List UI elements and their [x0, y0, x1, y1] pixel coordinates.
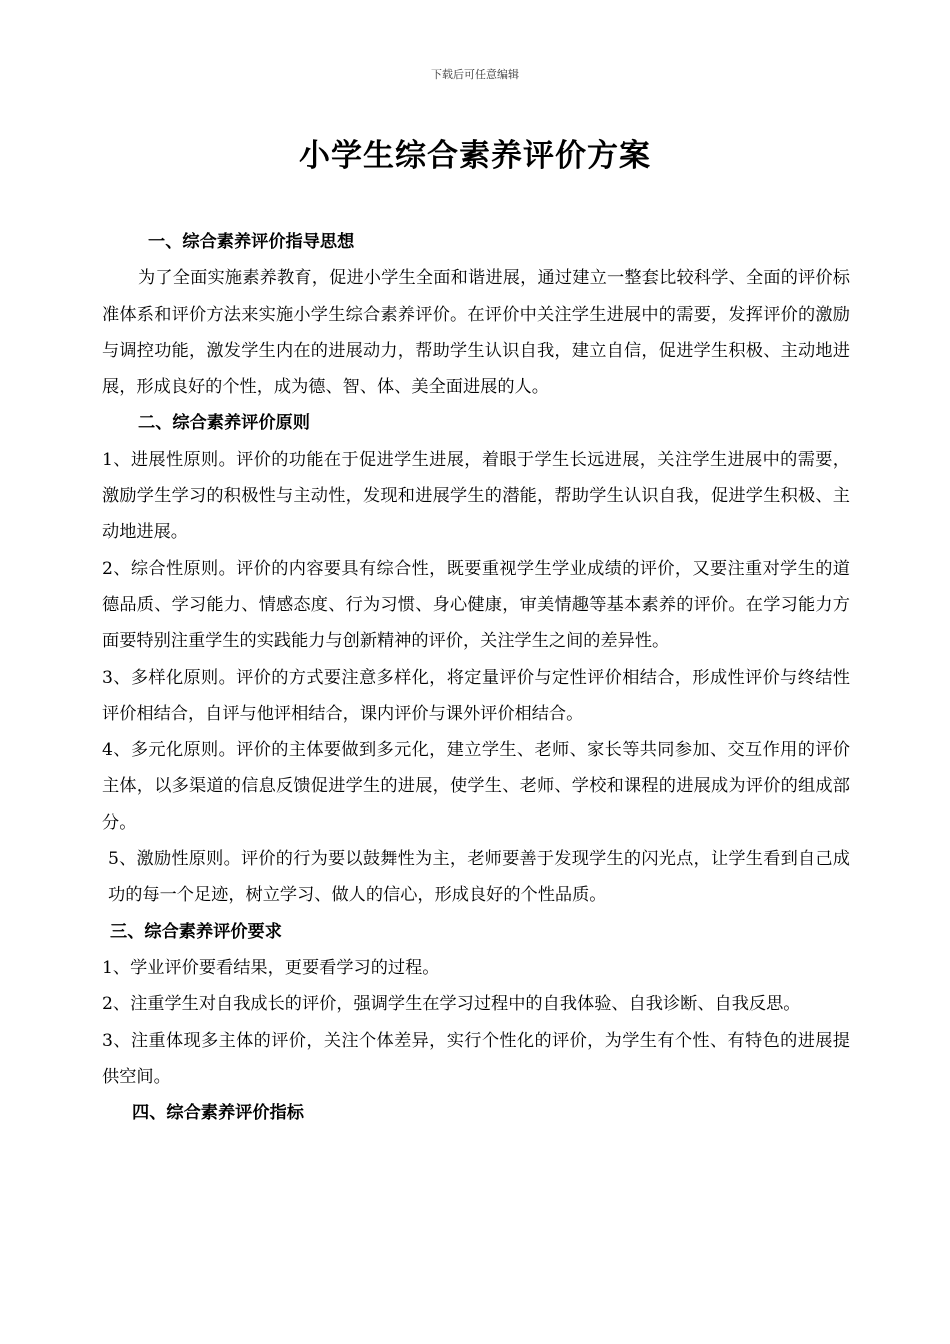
- section-1-paragraph: 为了全面实施素养教育，促进小学生全面和谐进展，通过建立一整套比较科学、全面的评价标准体系和评价方法来实施小学生综合素养评价。在评价中关注学生进展中的需要，发挥评价的激励与调控功能，激发学生内在的进展动力，帮助学生认识自我，建立自信，促进学生积极、主动地进展，形成良好的个性，成为德、智、体、美全面进展的人。: [102, 268, 850, 398]
- principle-item-5: 5、激励性原则。评价的行为要以鼓舞性为主，老师要善于发现学生的闪光点，让学生看到自己成功的每一个足迹，树立学习、做人的信心，形成良好的个性品质。: [108, 849, 850, 906]
- section-heading-3: 三、综合素养评价要求: [110, 921, 282, 942]
- requirement-item-1: 1、学业评价要看结果，更要看学习的过程。: [102, 957, 440, 978]
- document-title: 小学生综合素养评价方案: [299, 138, 651, 174]
- requirement-item-3: 3、注重体现多主体的评价，关注个体差异，实行个性化的评价，为学生有个性、有特色的进展提供空间。: [102, 1030, 850, 1087]
- section-heading-4: 四、综合素养评价指标: [132, 1103, 304, 1124]
- section-heading-1: 一、综合素养评价指导思想: [148, 232, 355, 252]
- principle-item-4: 4、多元化原则。评价的主体要做到多元化，建立学生、老师、家长等共同参加、交互作用的评价主体，以多渠道的信息反馈促进学生的进展，使学生、老师、学校和课程的进展成为评价的组成部分。: [102, 740, 850, 833]
- principle-item-1: 1、进展性原则。评价的功能在于促进学生进展，着眼于学生长远进展，关注学生进展中的需要，激励学生学习的积极性与主动性，发现和进展学生的潜能，帮助学生认识自我，促进学生积极、主动地进展。: [102, 449, 850, 543]
- requirement-item-2: 2、注重学生对自我成长的评价，强调学生在学习过程中的自我体验、自我诊断、自我反思。: [102, 994, 801, 1015]
- document-body: [102, 224, 850, 1131]
- principle-item-2: 2、综合性原则。评价的内容要具有综合性，既要重视学生学业成绩的评价，又要注重对学生的道德品质、学习能力、情感态度、行为习惯、身心健康，审美情趣等基本素养的评价。在学习能力方面要特别注重学生的实践能力与创新精神的评价，关注学生之间的差异性。: [102, 558, 850, 652]
- principle-item-3: 3、多样化原则。评价的方式要注意多样化，将定量评价与定性评价相结合，形成性评价与终结性评价相结合，自评与他评相结合，课内评价与课外评价相结合。: [102, 667, 850, 724]
- header-note: 下载后可任意编辑: [431, 68, 519, 81]
- section-heading-2: 二、综合素养评价原则: [138, 413, 310, 434]
